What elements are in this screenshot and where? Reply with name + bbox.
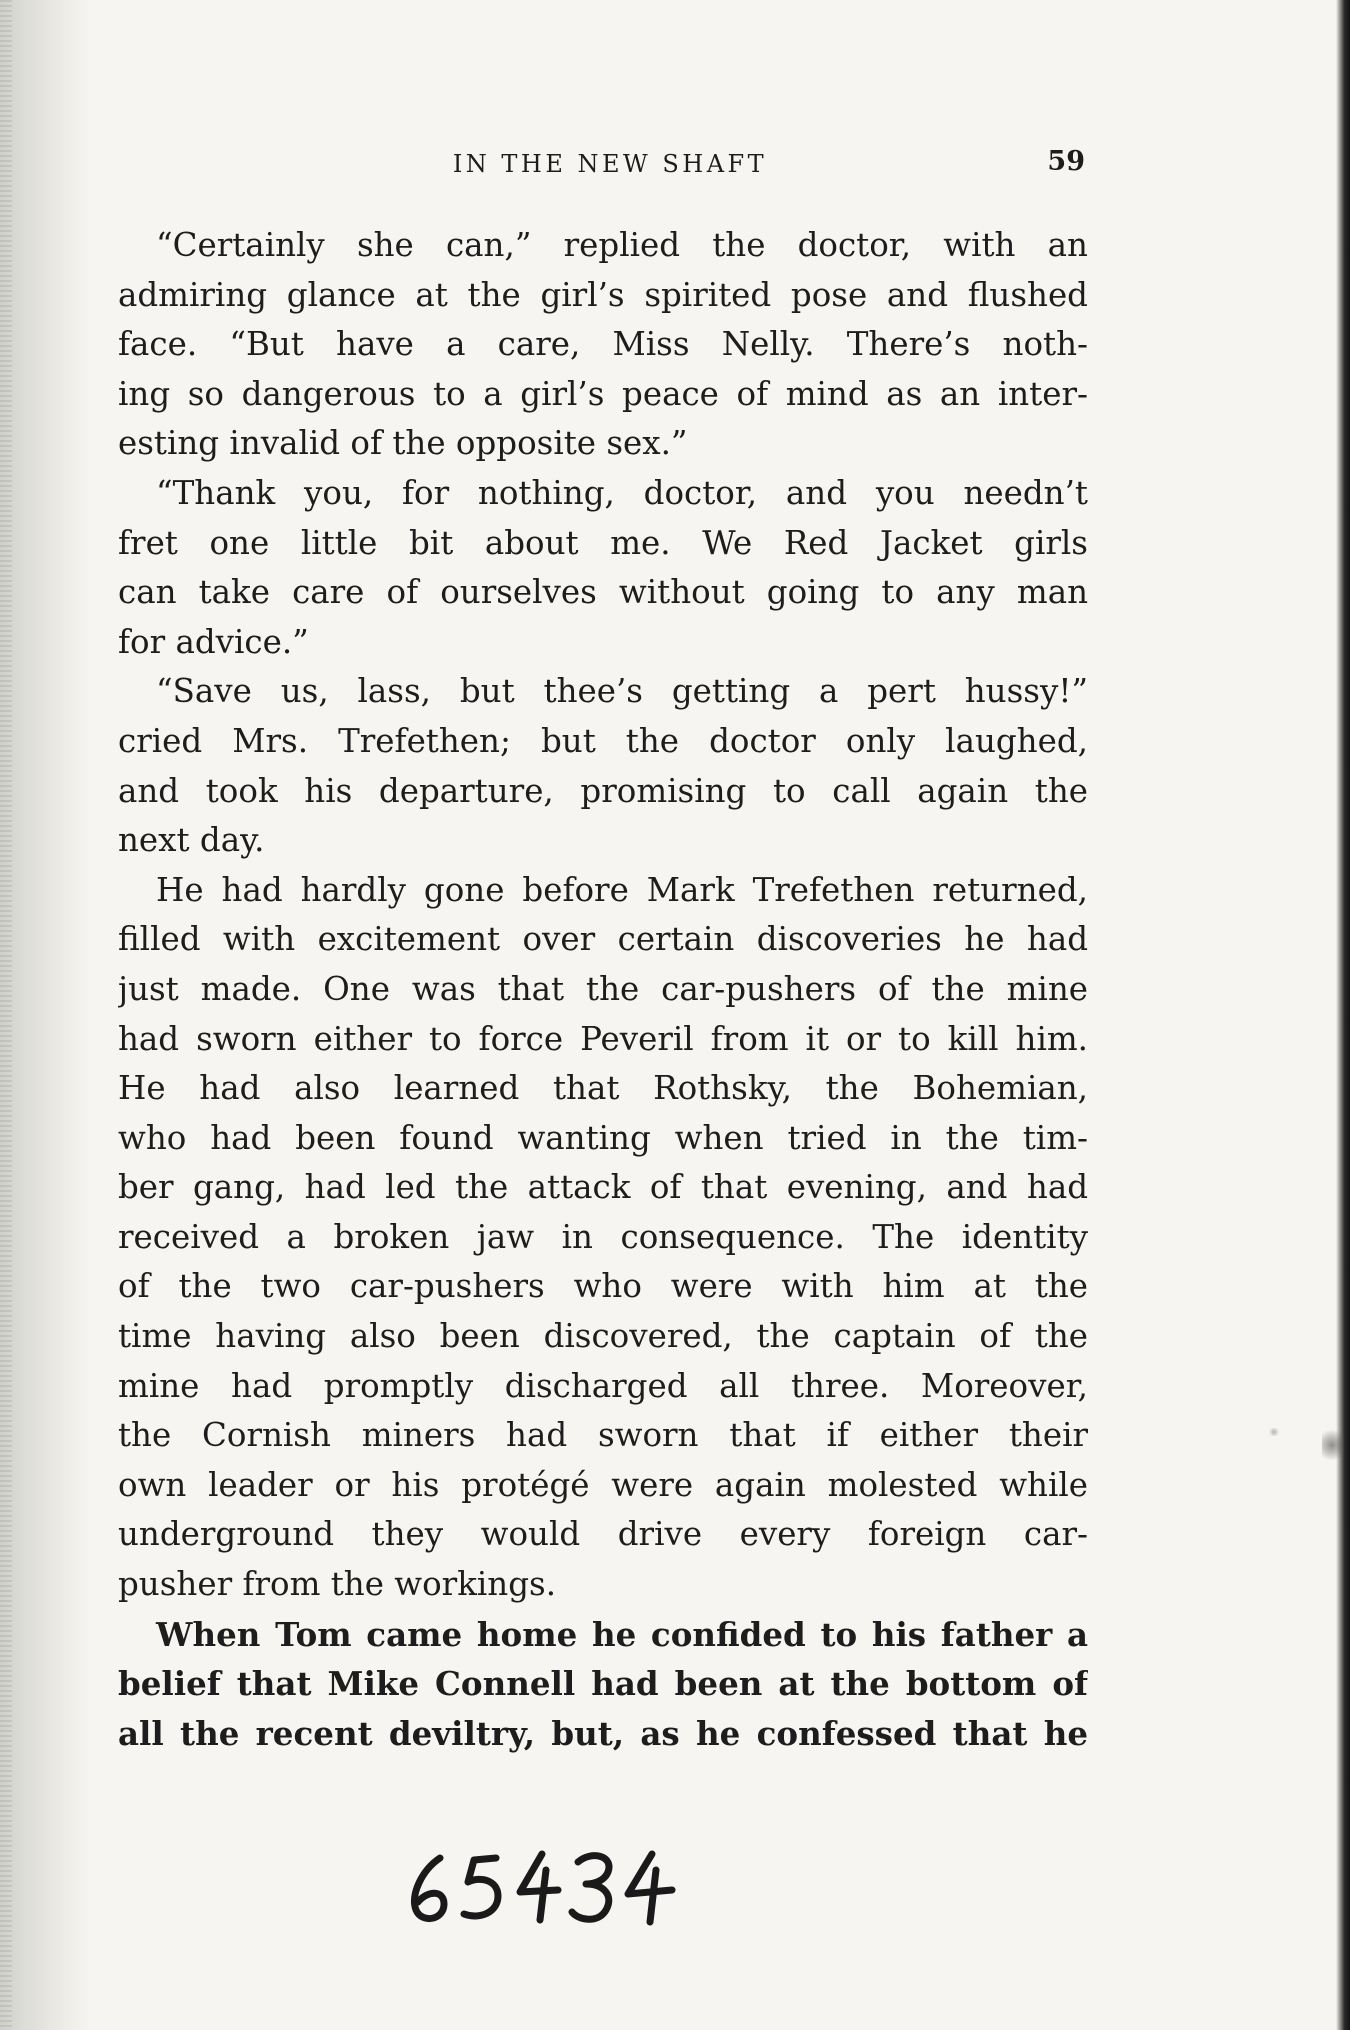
text-line: “Certainly she can,” replied the doctor, with an — [156, 226, 1088, 264]
text-line: for advice.” — [118, 622, 309, 661]
page-number: 59 — [1047, 146, 1085, 177]
text-line: belief that Mike Connell had been at the bottom of — [118, 1664, 1088, 1704]
text-line: ber gang, had led the attack of that evening, and had — [118, 1168, 1088, 1207]
text-line: fret one little bit about me. We Red Jacket girls — [118, 523, 1088, 562]
text-line: esting invalid of the opposite sex.” — [118, 424, 688, 463]
text-line: pusher from the workings. — [118, 1565, 557, 1604]
text-line: of the two car-pushers who were with him at the — [118, 1267, 1088, 1306]
text-line: face. “But have a care, Miss Nelly. There’s noth- — [118, 325, 1088, 364]
text-line: He had hardly gone before Mark Trefethen returned, — [156, 870, 1088, 909]
text-line: just made. One was that the car-pushers of the mine — [118, 969, 1088, 1008]
scan-right-edge — [1336, 0, 1350, 2030]
text-line: time having also been discovered, the captain of the — [118, 1317, 1088, 1356]
text-line: “Save us, lass, but thee’s getting a pert hussy!” — [156, 672, 1088, 711]
text-line: the Cornish miners had sworn that if either their — [118, 1416, 1088, 1455]
text-line: all the recent deviltry, but, as he confessed that he — [118, 1713, 1088, 1753]
scan-speck-small — [1268, 1428, 1280, 1436]
text-line: filled with excitement over certain discoveries he had — [118, 920, 1088, 959]
handwritten-accession-number — [400, 1840, 720, 1930]
text-line: mine had promptly discharged all three. Moreover, — [118, 1366, 1088, 1405]
body-text — [118, 221, 1088, 1758]
text-line: cried Mrs. Trefethen; but the doctor only laughed, — [118, 721, 1088, 760]
text-line: When Tom came home he confided to his father a — [156, 1614, 1088, 1654]
text-line: received a broken jaw in consequence. The identity — [118, 1217, 1088, 1256]
text-line: can take care of ourselves without going to any man — [118, 573, 1088, 612]
scan-binding-shadow — [0, 0, 90, 2030]
handwritten-number-drawing — [400, 1840, 720, 1930]
text-line: He had also learned that Rothsky, the Bohemian, — [118, 1069, 1088, 1108]
running-title: IN THE NEW SHAFT — [452, 150, 768, 178]
text-line: ing so dangerous to a girl’s peace of mind as an inter- — [118, 374, 1088, 413]
text-line: and took his departure, promising to call again the — [118, 771, 1088, 810]
text-line: next day. — [118, 821, 265, 860]
page-header — [135, 142, 1085, 182]
text-line: “Thank you, for nothing, doctor, and you needn’t — [156, 473, 1088, 512]
text-line: underground they would drive every foreign car- — [118, 1515, 1088, 1554]
text-line: admiring glance at the girl’s spirited pose and flushed — [118, 275, 1088, 314]
text-line: who had been found wanting when tried in the tim- — [118, 1118, 1088, 1157]
text-line: own leader or his protégé were again molested while — [118, 1465, 1088, 1504]
scan-speck — [1322, 1425, 1342, 1465]
text-line: had sworn either to force Peveril from it or to kill him. — [118, 1019, 1088, 1058]
